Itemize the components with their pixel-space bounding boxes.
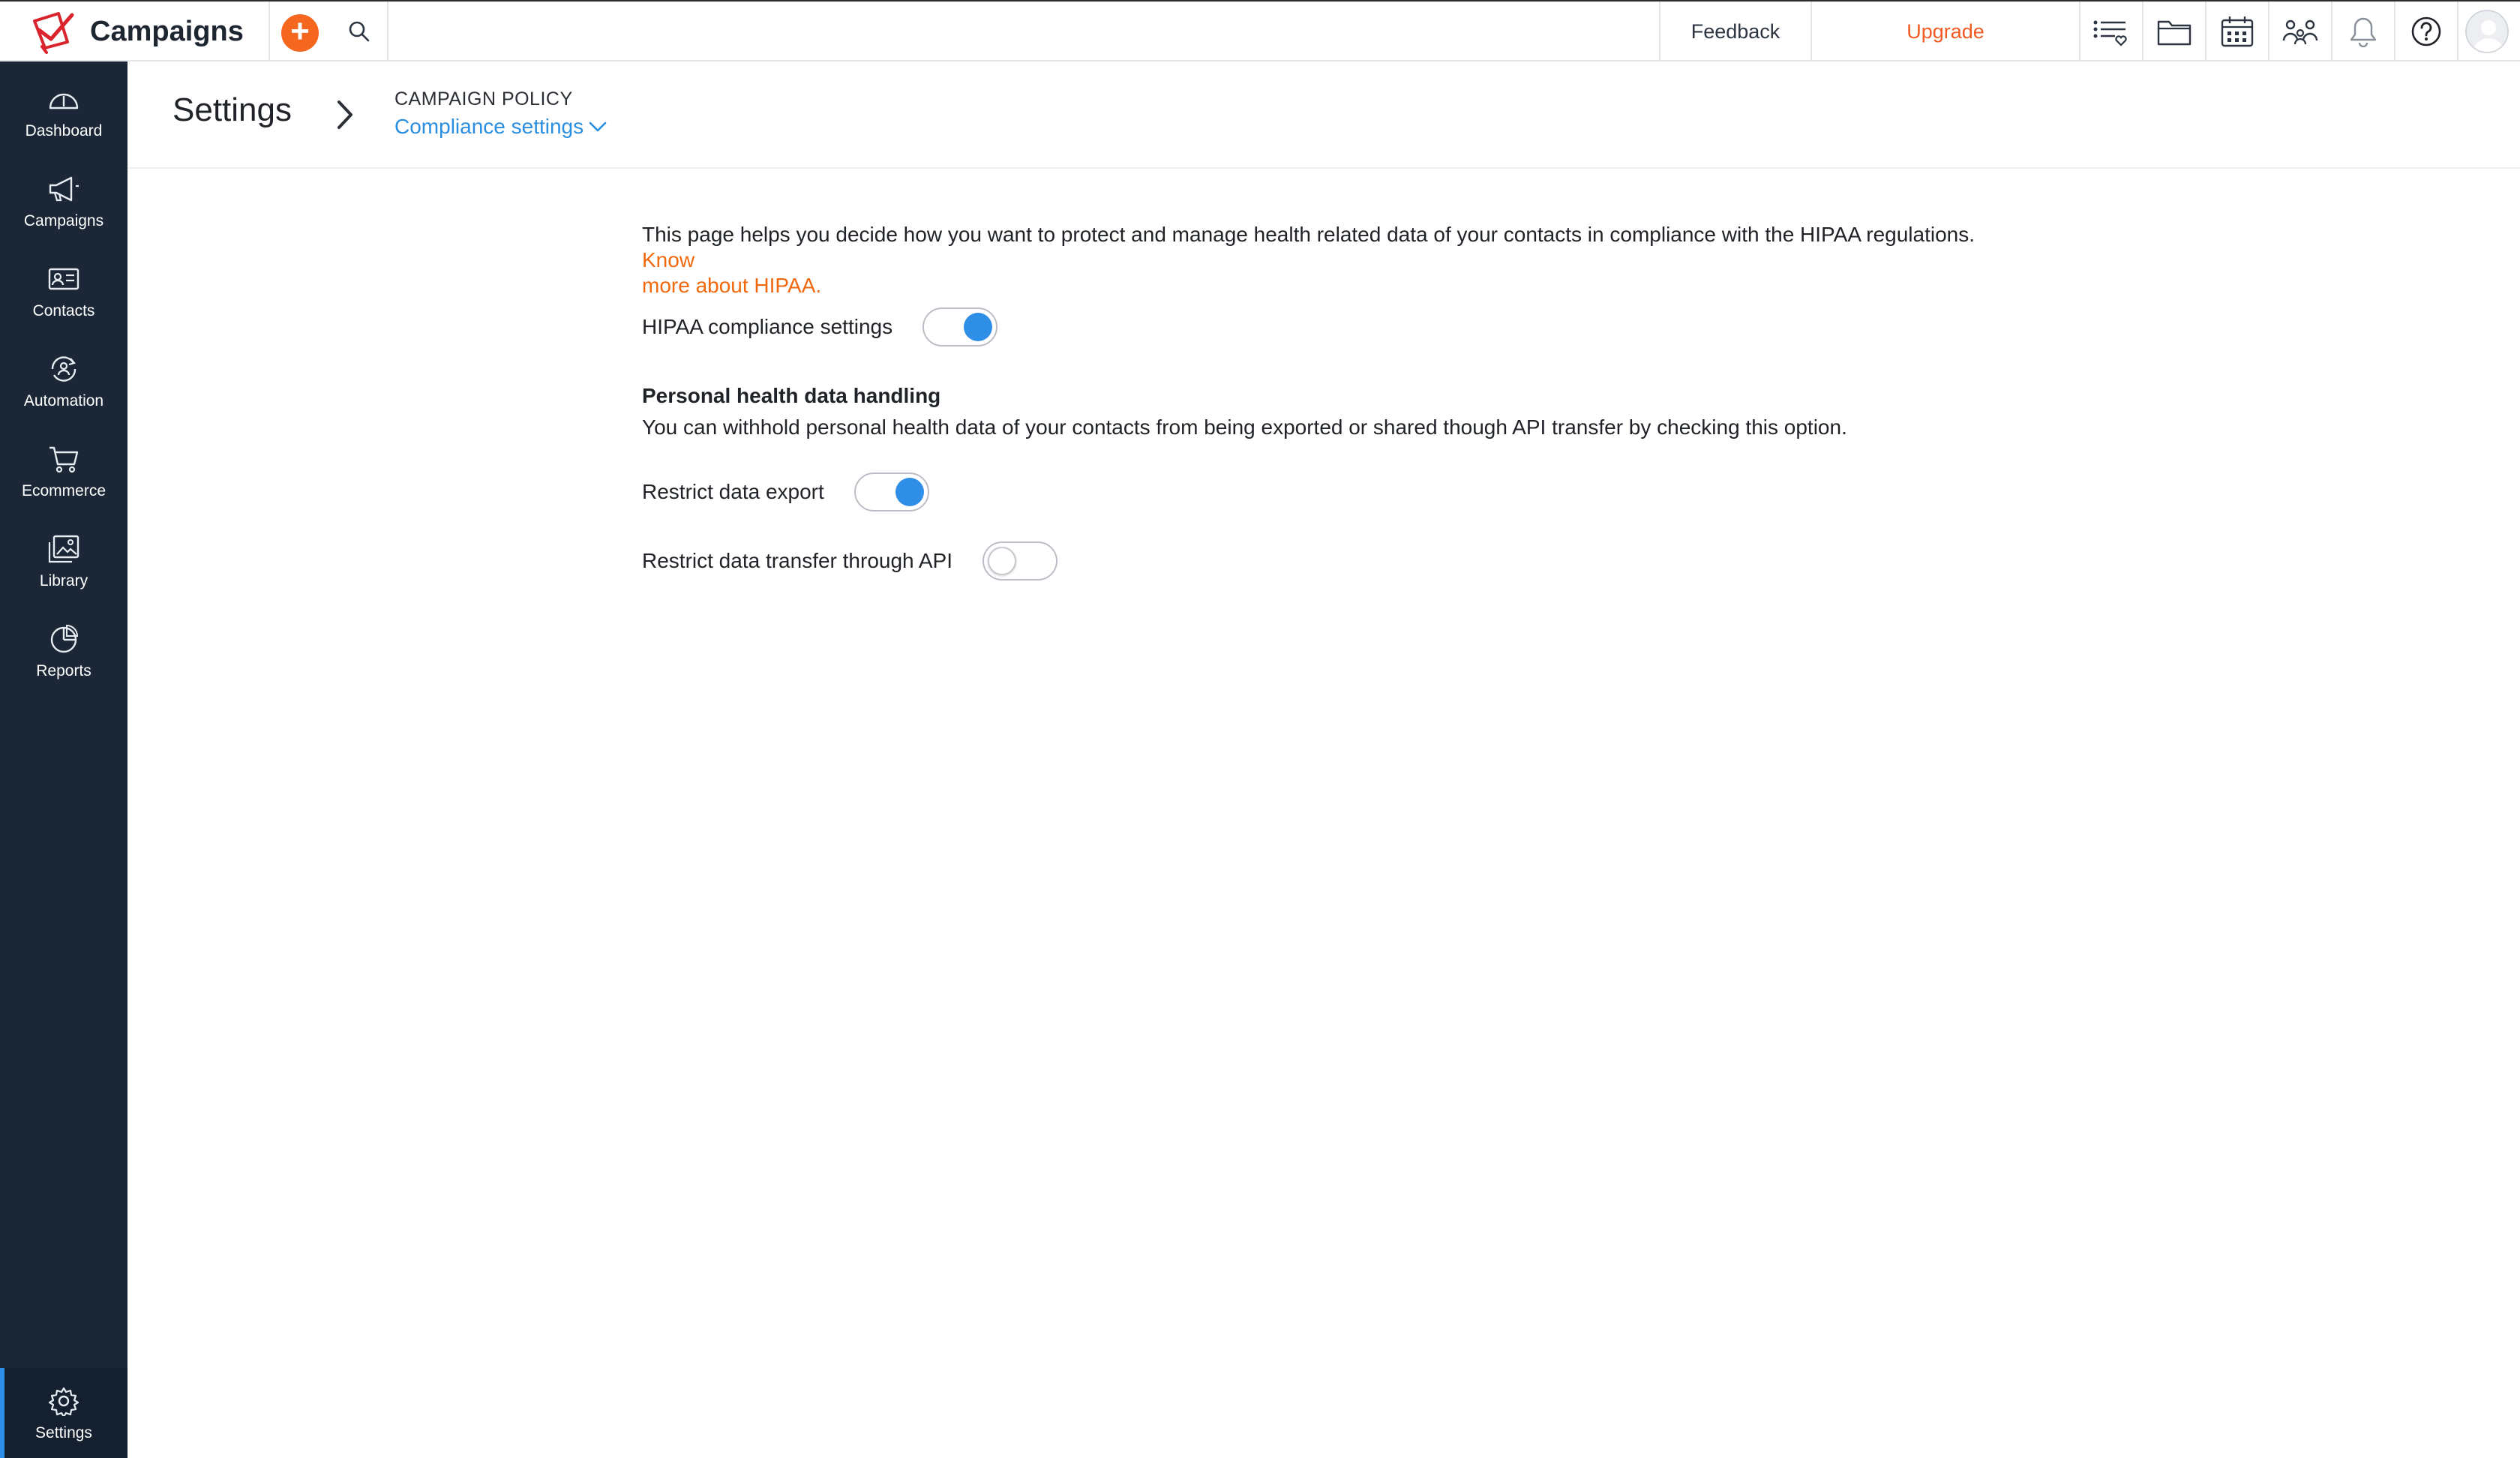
image-library-icon: [46, 532, 81, 566]
section-title: Personal health data handling: [642, 384, 941, 407]
automation-icon: [46, 352, 81, 386]
top-bar: [0, 0, 2520, 62]
help-icon: [2410, 16, 2442, 47]
search-button[interactable]: [332, 2, 388, 62]
hipaa-setting-row: [642, 308, 998, 346]
api-setting-row: [642, 542, 1058, 580]
upgrade-link[interactable]: Upgrade: [1810, 2, 2080, 62]
breadcrumb: [394, 88, 608, 139]
brand[interactable]: [0, 2, 270, 62]
folder-button[interactable]: [2144, 2, 2206, 62]
folder-icon: [2157, 17, 2192, 46]
users-icon: [2282, 18, 2319, 45]
calendar-button[interactable]: [2206, 2, 2270, 62]
list-heart-icon: [2092, 16, 2130, 46]
help-button[interactable]: [2396, 2, 2458, 62]
hipaa-label: HIPAA compliance settings: [642, 315, 893, 338]
intro-text: This page helps you decide how you want to protect and manage health related data of your contacts in compliance with the HIPAA regulations. Know more about HIPAA.: [642, 223, 1976, 297]
chevron-right-icon: [330, 96, 360, 134]
sidebar-item-dashboard[interactable]: Dashboard: [0, 66, 128, 156]
gauge-icon: [46, 82, 81, 116]
sidebar-item-ecommerce[interactable]: Ecommerce: [0, 426, 128, 516]
bell-icon: [2348, 16, 2378, 47]
sidebar-item-library[interactable]: Library: [0, 516, 128, 606]
export-label: Restrict data export: [642, 480, 824, 503]
breadcrumb-current: Compliance settings: [394, 115, 584, 138]
section-description: You can withhold personal health data of your contacts from being exported or shared though API transfer by checking this option.: [642, 416, 1847, 439]
compliance-content: [642, 222, 2014, 572]
lists-button[interactable]: [2080, 2, 2144, 62]
chevron-down-icon: [588, 120, 608, 134]
sidebar-item-automation[interactable]: Automation: [0, 336, 128, 426]
megaphone-icon: [46, 172, 81, 206]
search-icon: [347, 20, 371, 44]
hipaa-toggle[interactable]: [922, 308, 998, 346]
breadcrumb-section: CAMPAIGN POLICY: [394, 88, 573, 110]
app-name: Campaigns: [90, 15, 244, 47]
plus-icon: +: [290, 13, 310, 50]
avatar: [2465, 10, 2509, 53]
sidebar-item-settings[interactable]: Settings: [0, 1368, 128, 1458]
api-label: Restrict data transfer through API: [642, 549, 952, 572]
notifications-button[interactable]: [2332, 2, 2396, 62]
know-more-hipaa-link[interactable]: Know more about HIPAA.: [642, 248, 822, 297]
team-button[interactable]: [2270, 2, 2332, 62]
campaigns-logo-icon: [28, 8, 76, 56]
sidebar: [0, 62, 128, 1458]
sidebar-item-reports[interactable]: Reports: [0, 606, 128, 696]
compliance-settings-dropdown[interactable]: [394, 115, 608, 139]
feedback-link[interactable]: Feedback: [1659, 2, 1810, 62]
profile-button[interactable]: [2458, 2, 2516, 62]
contact-card-icon: [46, 262, 81, 296]
calendar-icon: [2221, 16, 2254, 47]
add-button[interactable]: [281, 14, 319, 52]
pie-chart-icon: [46, 622, 81, 656]
cart-icon: [46, 442, 81, 476]
page-title: Settings: [172, 92, 292, 128]
sidebar-item-contacts[interactable]: Contacts: [0, 246, 128, 336]
gear-icon: [46, 1384, 81, 1418]
sidebar-item-campaigns[interactable]: Campaigns: [0, 156, 128, 246]
restrict-api-toggle[interactable]: [982, 542, 1058, 580]
export-setting-row: [642, 472, 929, 512]
restrict-export-toggle[interactable]: [854, 472, 929, 512]
top-icon-group: [2080, 2, 2516, 62]
page-header: [128, 62, 2520, 169]
